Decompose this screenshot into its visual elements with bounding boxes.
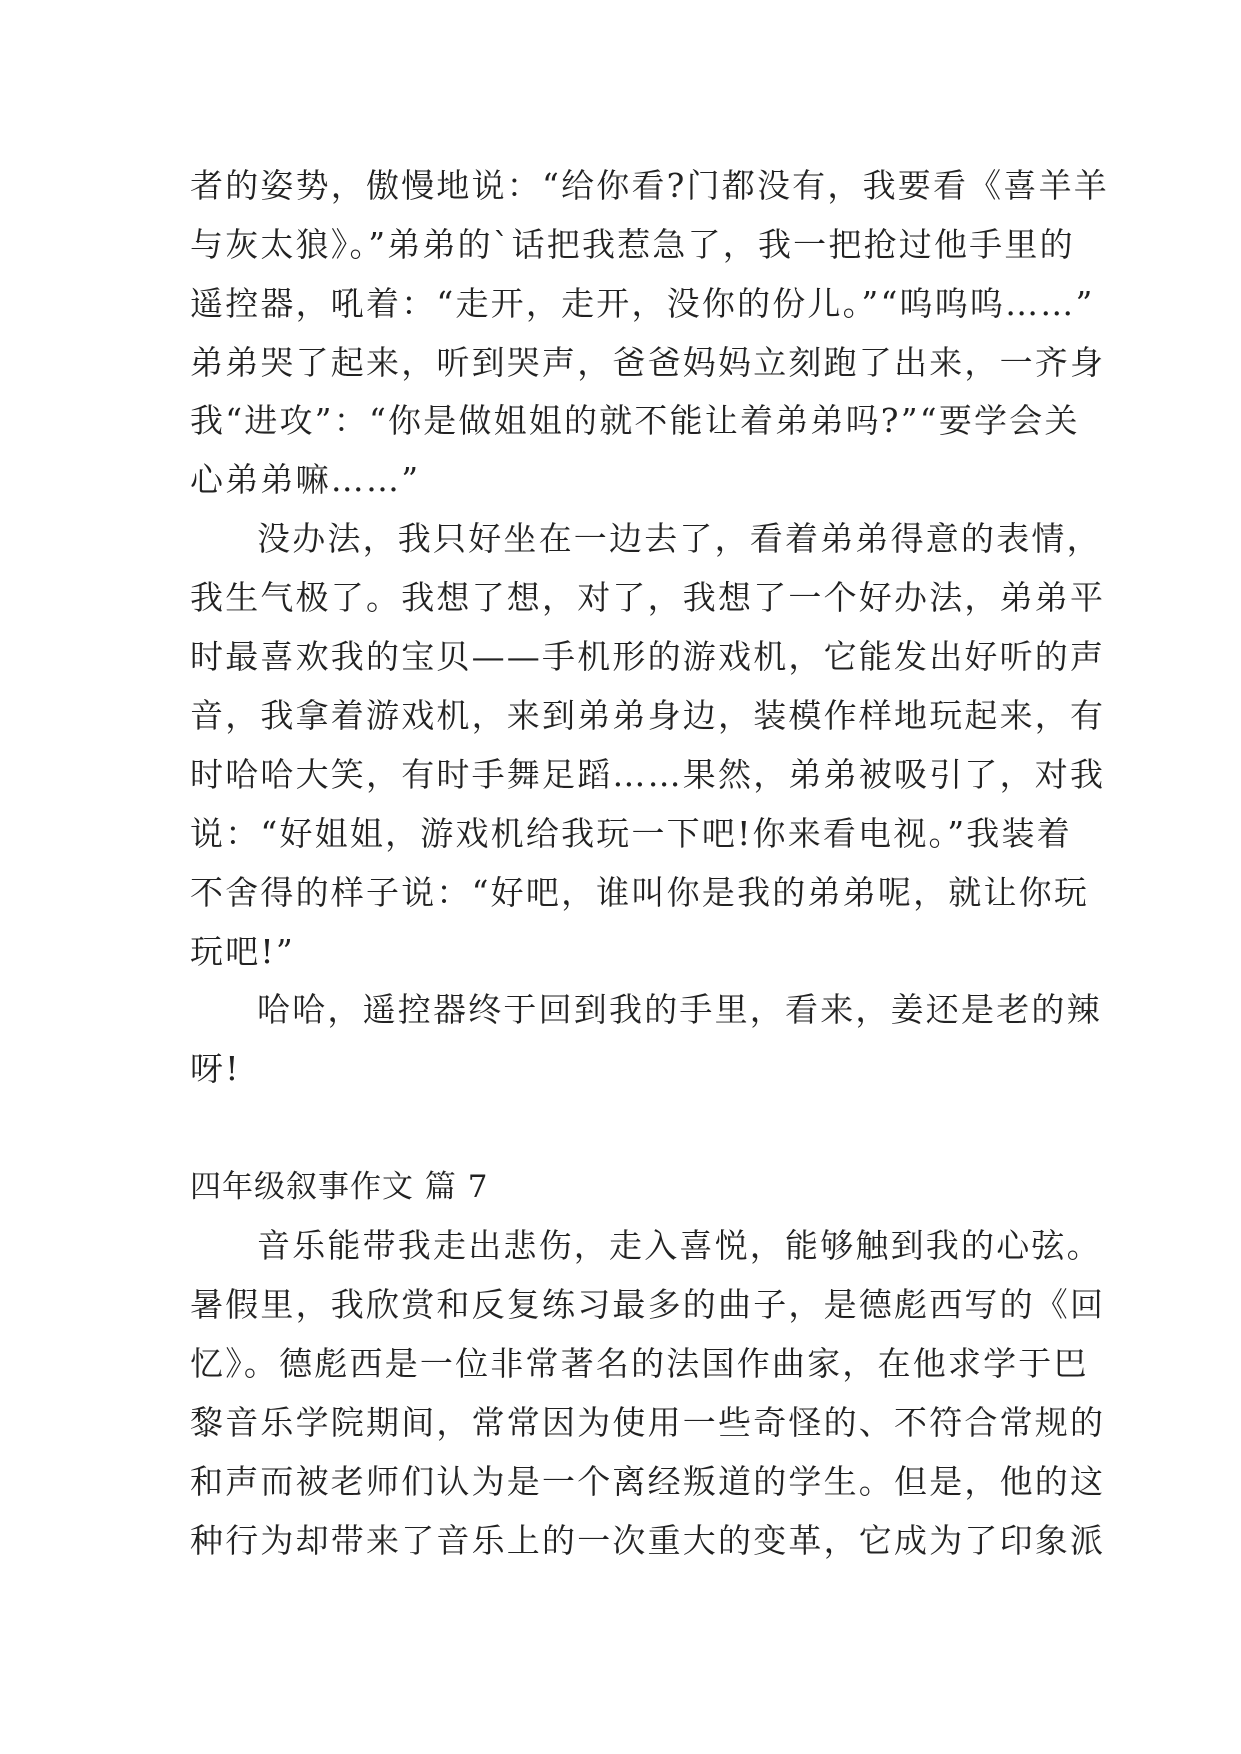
text-line: 和声而被老师们认为是一个离经叛道的学生。但是，他的这 [190,1462,1106,1501]
text-line: 音乐能带我走出悲伤，走入喜悦，能够触到我的心弦。 [257,1226,1102,1265]
text-line: 没办法，我只好坐在一边去了，看着弟弟得意的表情， [257,519,1102,558]
text-line: 不舍得的样子说：“好吧，谁叫你是我的弟弟呢，就让你玩 [190,873,1090,912]
text-line: 玩吧!” [190,932,295,971]
text-line: 暑假里，我欣赏和反复练习最多的曲子，是德彪西写的《回 [190,1285,1106,1324]
text-line: 说：“好姐姐，游戏机给我玩一下吧!你来看电视。”我装着 [190,814,1072,853]
text-line: 我“进攻”：“你是做姐姐的就不能让着弟弟吗?”“要学会关 [190,401,1080,440]
text-line: 种行为却带来了音乐上的一次重大的变革，它成为了印象派 [190,1521,1106,1560]
text-line: 者的姿势，傲慢地说：“给你看?门都没有，我要看《喜羊羊 [190,166,1109,205]
text-line: 心弟弟嘛……” [190,460,421,499]
text-line: 弟弟哭了起来，听到哭声，爸爸妈妈立刻跑了出来，一齐身 [190,343,1106,382]
text-line: 黎音乐学院期间，常常因为使用一些奇怪的、不符合常规的 [190,1403,1106,1442]
text-line: 音，我拿着游戏机，来到弟弟身边，装模作样地玩起来，有 [190,696,1106,735]
section-heading: 四年级叙事作文 篇 7 [190,1169,489,1205]
text-line: 与灰太狼》。”弟弟的`话把我惹急了，我一把抢过他手里的 [190,225,1075,264]
text-line: 我生气极了。我想了想，对了，我想了一个好办法，弟弟平 [190,578,1106,617]
text-line: 时最喜欢我的宝贝——手机形的游戏机，它能发出好听的声 [190,637,1106,676]
text-line: 时哈哈大笑，有时手舞足蹈……果然，弟弟被吸引了，对我 [190,755,1106,794]
text-line: 呀! [190,1049,241,1088]
text-line: 哈哈，遥控器终于回到我的手里，看来，姜还是老的辣 [257,990,1102,1029]
text-line: 忆》。德彪西是一位非常著名的法国作曲家，在他求学于巴 [190,1344,1089,1383]
text-line: 遥控器，吼着：“走开，走开，没你的份儿。”“呜呜呜……” [190,284,1095,323]
